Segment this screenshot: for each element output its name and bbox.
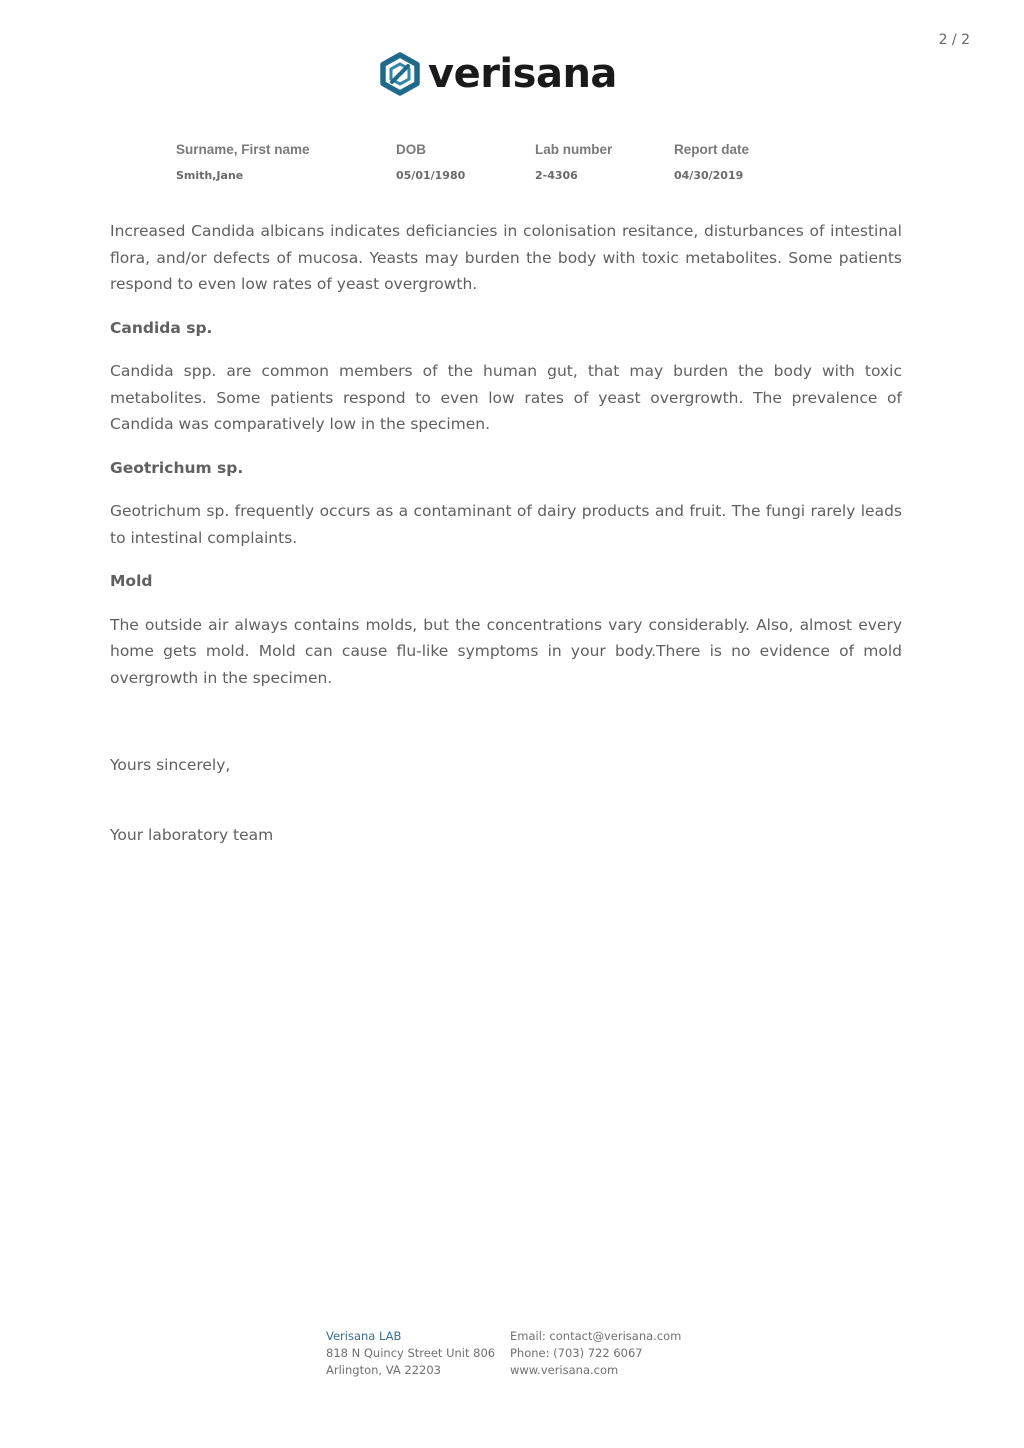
dob-label: DOB [396,142,426,157]
mold-heading: Mold [110,572,153,590]
footer-email[interactable]: Email: contact@verisana.com [510,1329,682,1343]
geotrichum-heading: Geotrichum sp. [110,458,244,477]
patient-name-block [176,142,310,182]
dob-value: 05/01/1980 [396,169,466,182]
page-number: 2 / 2 [938,32,970,48]
footer-phone: Phone: (703) 722 6067 [510,1346,643,1360]
footer-contact [510,1328,681,1379]
verisana-hexagon-logo-icon [378,52,422,96]
patient-name-value: Smith,Jane [176,169,244,182]
footer-website[interactable]: www.verisana.com [510,1363,619,1377]
lab-number-value: 2-4306 [535,169,578,182]
closing-salutation: Yours sincerely, [110,756,231,774]
mold-paragraph: The outside air always contains molds, but the concentrations vary considerably. Also, almost every home gets mold. Mold can cause flu-like symptoms in your body.There is no evidence of mold overgrowth in the specimen. [110,615,902,687]
header-logo [378,48,617,100]
dob-block [396,142,465,182]
candida-paragraph: Candida spp. are common members of the human gut, that may burden the body with toxic metabolites. Some patients respond to even low rates of yeast overgrowth. The prevalence of Candida was comparatively low in the specimen. [110,362,902,433]
lab-number-label: Lab number [535,142,613,157]
candida-heading: Candida sp. [110,318,213,337]
report-date-block [674,142,749,182]
lab-number-block [535,142,612,182]
intro-paragraph: Increased Candida albicans indicates deficiancies in colonisation resitance, disturbances of intestinal flora, and/or defects of mucosa. Yeasts may burden the body with toxic metabolites. Some patients respond to even low rates of yeast overgrowth. [110,222,902,293]
geotrichum-paragraph: Geotrichum sp. frequently occurs as a contaminant of dairy products and fruit. The fungi rarely leads to intestinal complaints. [110,502,902,547]
footer-address-line1: 818 N Quincy Street Unit 806 [326,1346,496,1360]
footer-lab-name: Verisana LAB [326,1329,402,1343]
brand-name: verisana [428,51,617,97]
closing-signature: Your laboratory team [110,826,274,844]
report-body [110,218,902,708]
report-date-value: 04/30/2019 [674,169,744,182]
patient-name-label: Surname, First name [176,142,310,157]
footer-address [326,1328,495,1379]
footer-address-line2: Arlington, VA 22203 [326,1363,441,1377]
report-date-label: Report date [674,142,750,157]
